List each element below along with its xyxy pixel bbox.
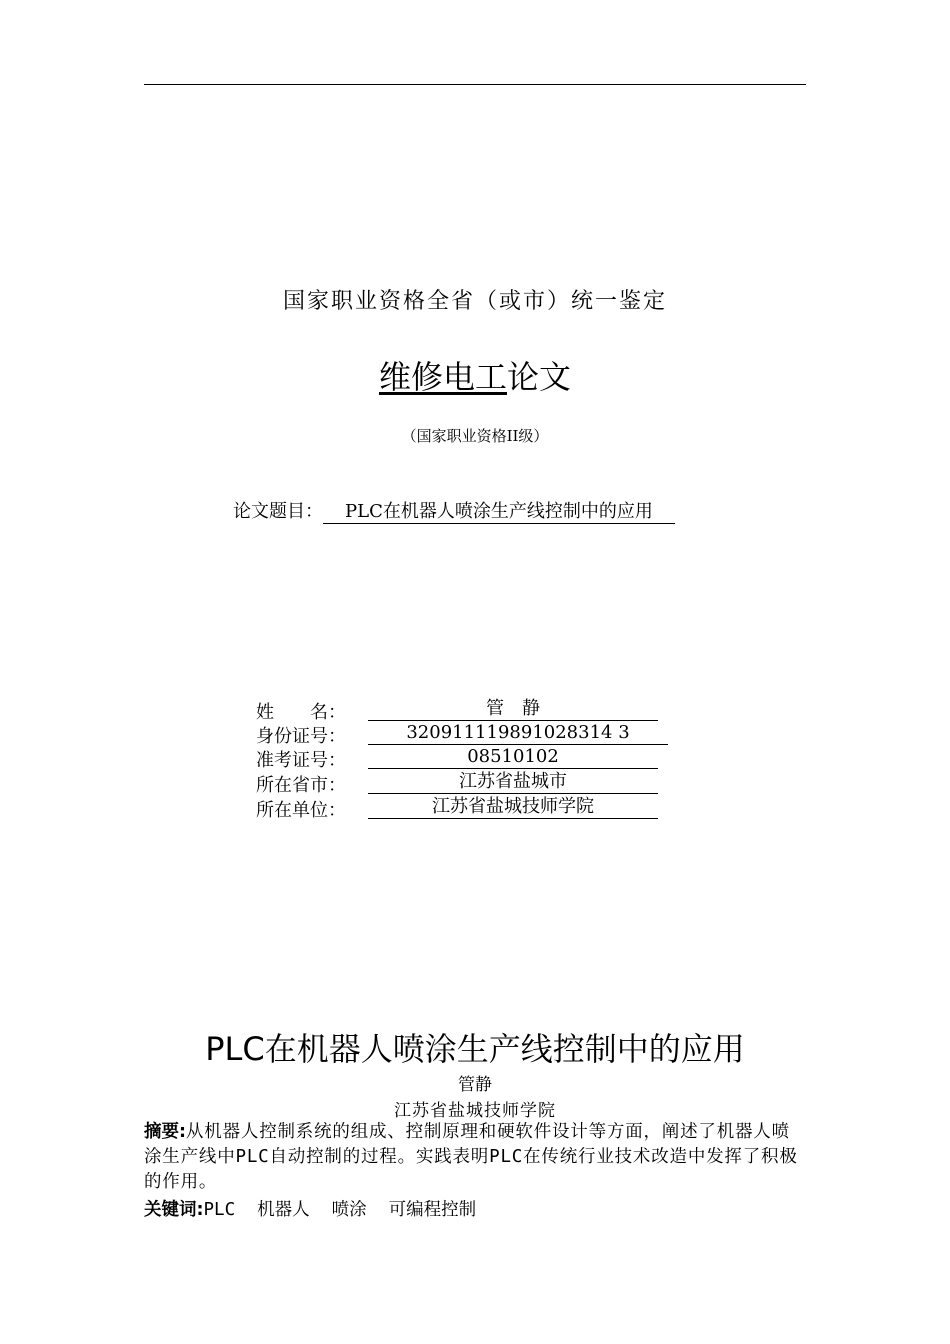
cover-title-underlined: 维修电工 — [378, 358, 507, 396]
keywords — [144, 1196, 498, 1221]
keyword: PLC — [203, 1200, 236, 1220]
topic-label: 论文题目： — [233, 501, 323, 522]
cover-title — [0, 352, 950, 398]
keywords-label: 关键词: — [144, 1200, 204, 1220]
abstract-label: 摘要: — [144, 1122, 186, 1142]
info-value: 管 静 — [368, 698, 658, 721]
paper-author: 管静 — [458, 1075, 492, 1095]
header-rule — [144, 84, 806, 85]
info-label: 姓 名： — [256, 702, 346, 723]
abstract-text: 从机器人控制系统的组成、控制原理和硬软件设计等方面，阐述了机器人喷涂生产线中PLC自动控制的过程。实践表明PLC在传统行业技术改造中发挥了积极的作用。 — [144, 1122, 798, 1192]
info-value: 江苏省盐城技师学院 — [368, 796, 658, 819]
keyword: 可编程控制 — [388, 1200, 477, 1220]
abstract — [144, 1120, 808, 1195]
topic-value: PLC在机器人喷涂生产线控制中的应用 — [323, 501, 675, 524]
paper-title: PLC在机器人喷涂生产线控制中的应用 — [205, 1030, 745, 1068]
info-value: 江苏省盐城市 — [368, 771, 658, 794]
qualification-level: （国家职业资格II级） — [401, 427, 549, 445]
keyword: 喷涂 — [331, 1200, 367, 1220]
info-label: 所在单位： — [256, 800, 346, 821]
info-value: 08510102 — [368, 746, 658, 769]
info-label: 所在省市： — [256, 775, 346, 796]
info-label: 准考证号： — [256, 750, 346, 771]
info-label: 身份证号： — [256, 726, 346, 747]
info-value: 320911119891028314 3 — [368, 722, 668, 745]
keyword: 机器人 — [257, 1200, 310, 1220]
exam-line: 国家职业资格全省（或市）统一鉴定 — [282, 289, 667, 314]
cover-title-rest: 论文 — [507, 358, 572, 396]
topic-row — [233, 497, 675, 524]
paper-school: 江苏省盐城技师学院 — [394, 1101, 556, 1121]
